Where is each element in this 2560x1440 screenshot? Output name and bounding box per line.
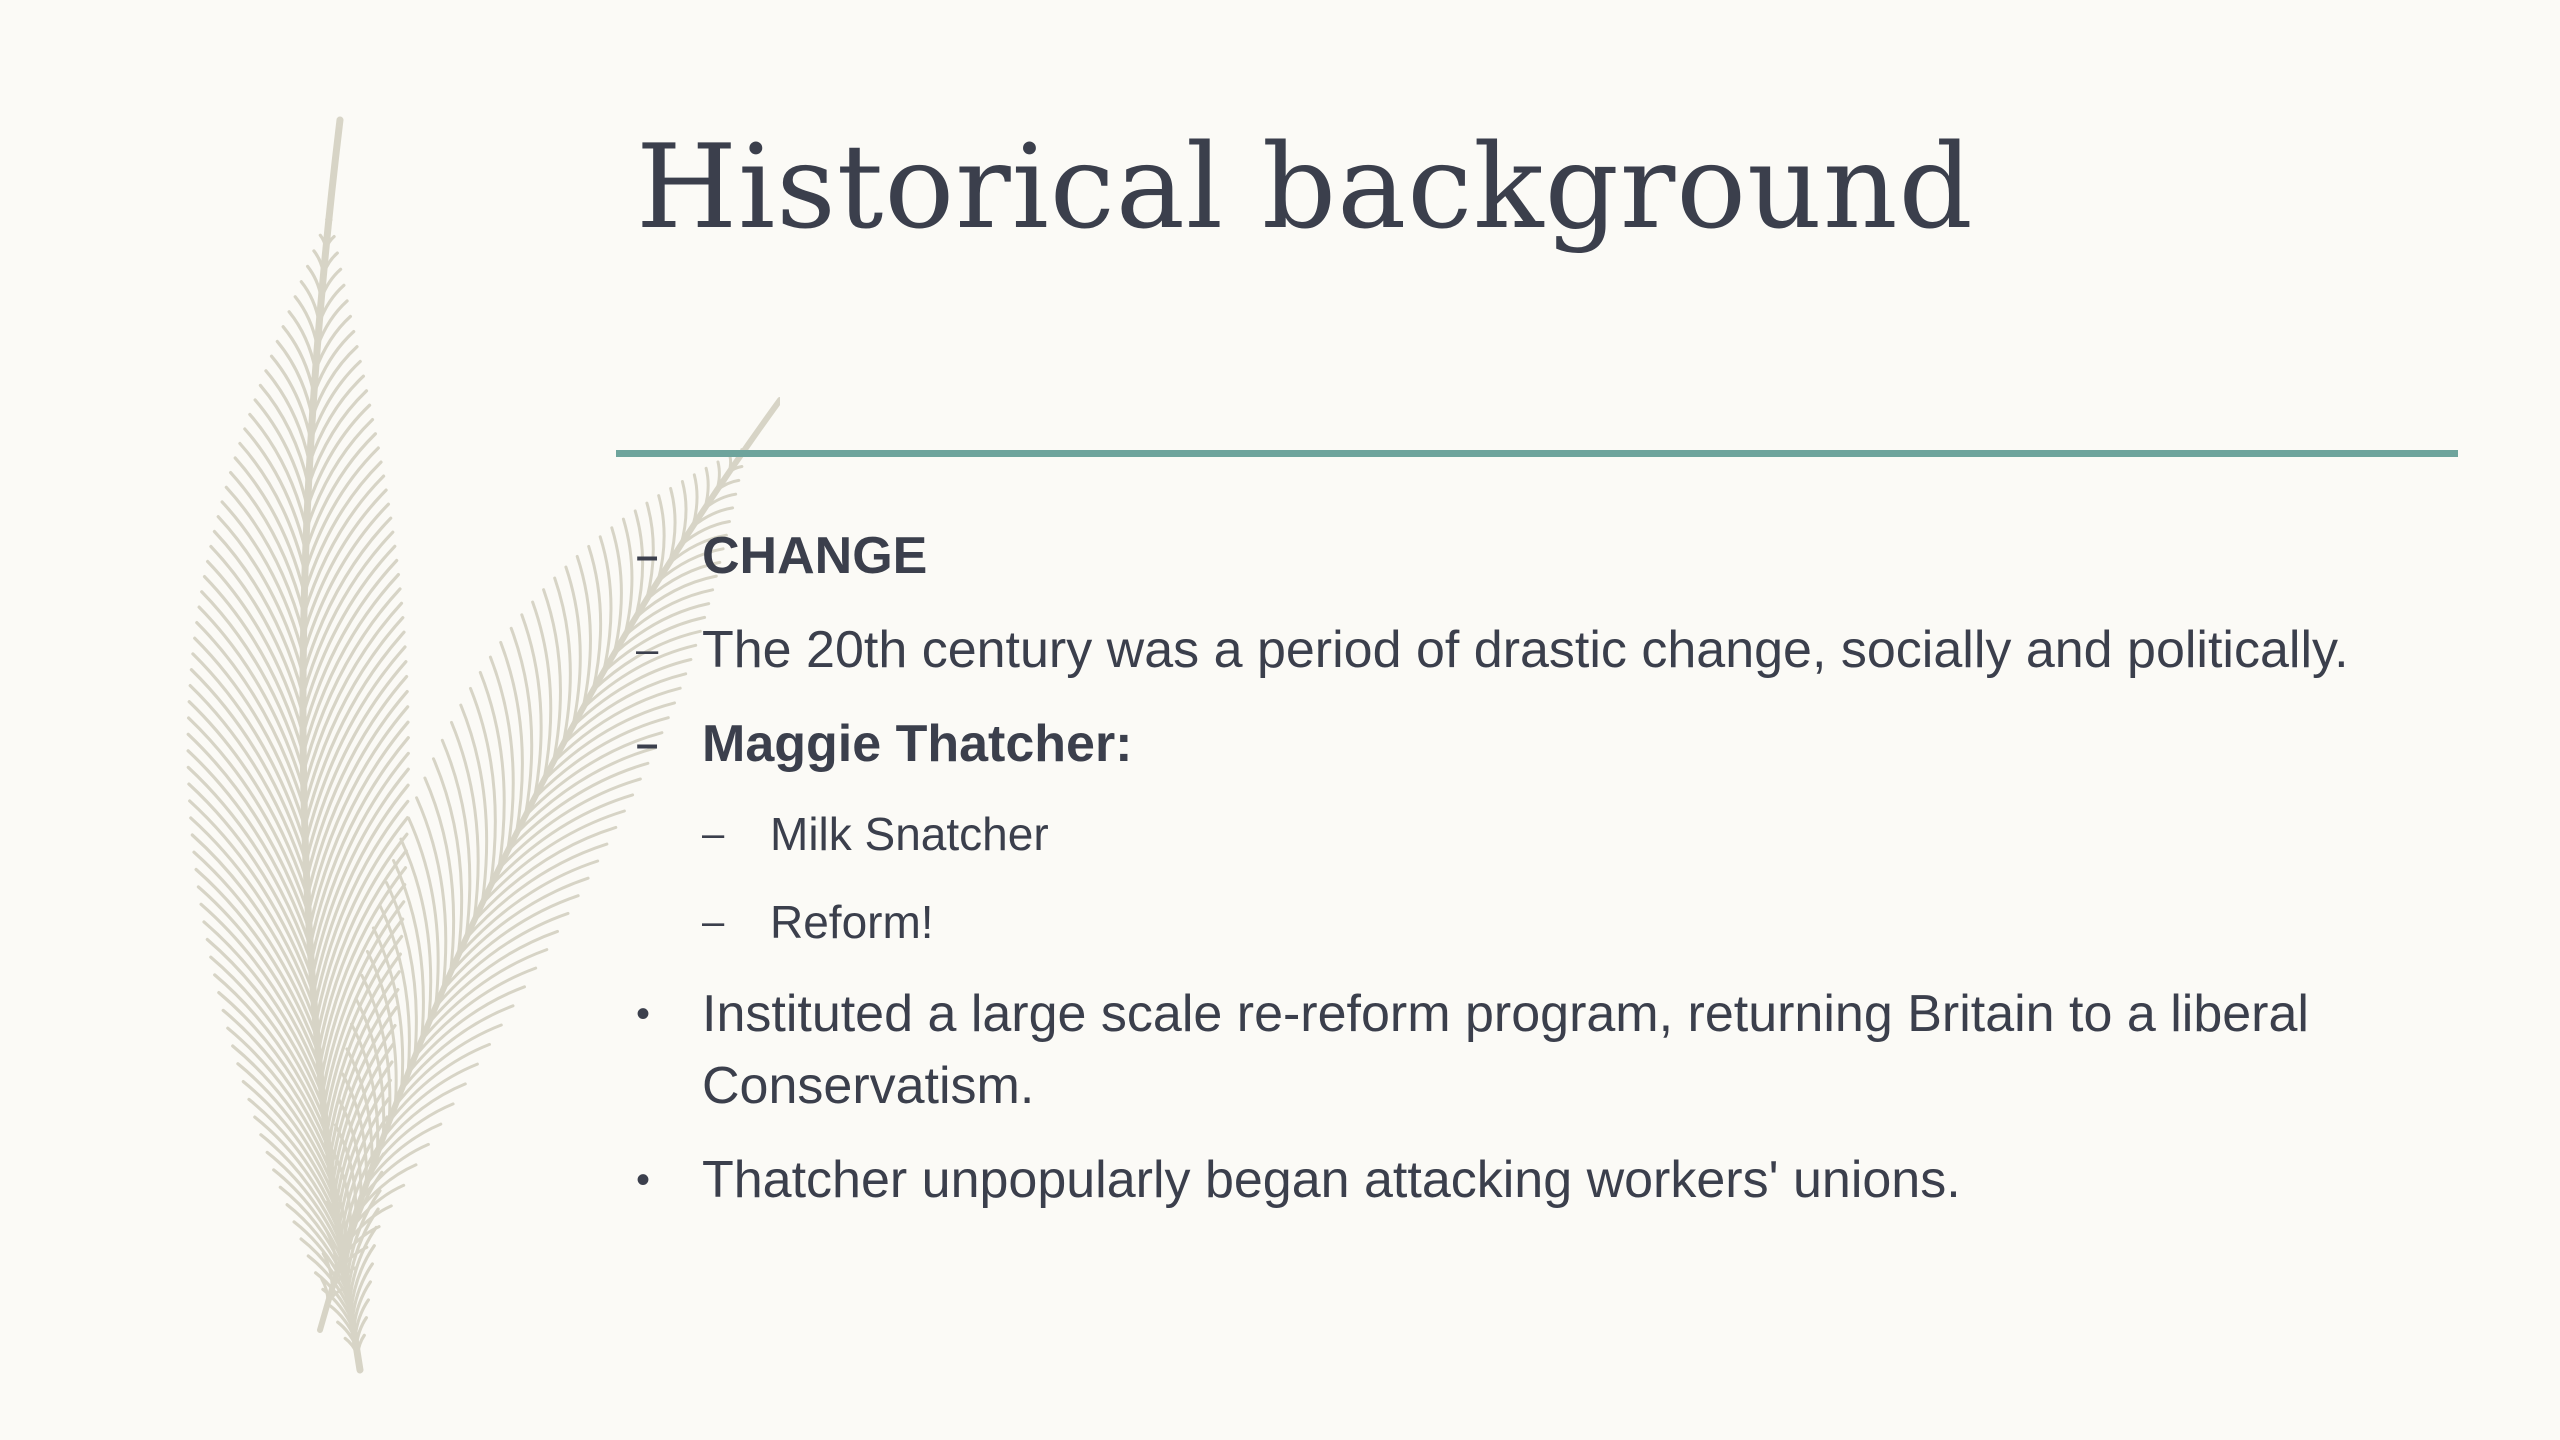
feather-barb — [277, 342, 312, 418]
sub-list-item-text: Reform! — [770, 896, 934, 948]
feather-barb — [612, 528, 622, 654]
list-item-text: Instituted a large scale re-reform program, returning Britain to a liberal Conservatism. — [702, 985, 2309, 1115]
feather-barb — [600, 537, 611, 672]
sub-list-item — [636, 890, 2456, 954]
dash-marker-icon: – — [636, 534, 659, 578]
dash-marker-icon: – — [702, 900, 725, 944]
list-item-text: The 20th century was a period of drastic change, socially and politically. — [702, 621, 2349, 679]
feather-barb — [272, 356, 311, 440]
feather-barb — [623, 519, 632, 636]
title-divider — [616, 450, 2458, 457]
list-item-text: Thatcher unpopularly began attacking workers' unions. — [702, 1151, 1961, 1209]
feather-barb — [555, 578, 571, 744]
list-item-text: CHANGE — [702, 527, 928, 585]
feather-barb — [544, 590, 561, 763]
slide-title: Historical background — [636, 120, 1974, 255]
bullet-marker-icon: • — [636, 1158, 651, 1202]
list-item — [636, 520, 2456, 592]
list-item-text: Maggie Thatcher: — [702, 715, 1133, 773]
feather-barb — [717, 462, 720, 490]
dash-marker-icon: – — [702, 812, 725, 856]
feather-barb — [301, 282, 319, 323]
list-item — [636, 614, 2456, 686]
feather-barb — [705, 468, 708, 508]
bullet-marker-icon: • — [636, 992, 651, 1036]
dash-marker-icon: – — [636, 628, 659, 672]
feather-barb — [283, 327, 314, 394]
list-item — [636, 978, 2456, 1122]
sub-list-item — [636, 802, 2456, 866]
sub-list-item-text: Milk Snatcher — [770, 808, 1049, 860]
list-item — [636, 708, 2456, 780]
list-item — [636, 1144, 2456, 1216]
slide-body — [636, 520, 2456, 1238]
feather-barb — [307, 405, 369, 507]
dash-marker-icon: – — [636, 722, 659, 766]
